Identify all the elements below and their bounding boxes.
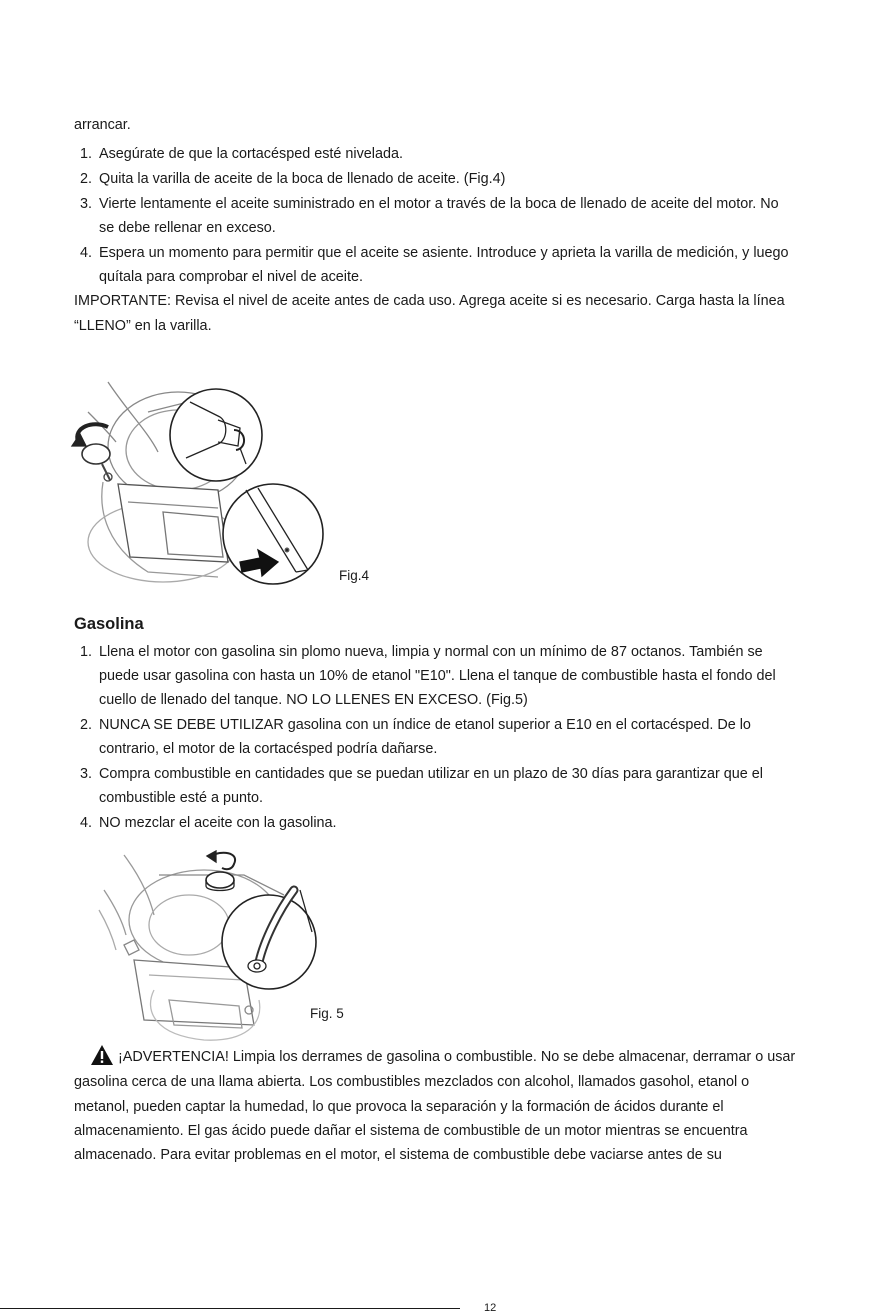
warning-triangle-icon [90,1044,114,1066]
warning-text: metanol, pueden captar la humedad, lo que provoca la separación y la formación de ácidos durante el [74,1099,724,1115]
step-text: Quita la varilla de aceite de la boca de llenado de aceite. (Fig.4) [99,171,506,187]
warning-text: gasolina cerca de una llama abierta. Los combustibles mezclados con alcohol, llamados gasohol, etanol o [74,1074,750,1090]
warning-text: almacenado. Para evitar problemas en el motor, el sistema de combustible debe vaciarse antes de su [74,1147,722,1163]
page-number: 12 [484,1302,497,1312]
intro-tail-text: arrancar. [74,117,131,133]
important-note: IMPORTANTE: Revisa el nivel de aceite antes de cada uso. Agrega aceite si es necesario. Carga hasta la línea [74,293,785,309]
fig5-fuel-fill-illustration [94,850,326,1045]
fig4-oil-dipstick-illustration [68,372,330,586]
footer-rule [0,1308,460,1309]
step-text: Espera un momento para permitir que el aceite se asiente. Introduce y aprieta la varilla de medición, y luego [99,245,789,261]
step-text: Compra combustible en cantidades que se puedan utilizar en un plazo de 30 días para garantizar que el [99,766,764,782]
step-text: Llena el motor con gasolina sin plomo nueva, limpia y normal con un mínimo de 87 octanos. También se [99,644,763,660]
gasoline-heading: Gasolina [74,615,144,633]
fig5-caption: Fig. 5 [310,1006,344,1021]
step-number: 2. [80,171,93,187]
fig4-caption: Fig.4 [339,568,370,583]
step-text: Vierte lentamente el aceite suministrado en el motor a través de la boca de llenado de aceite del motor. No [99,196,779,212]
step-number: 3. [80,196,93,212]
step-text: cuello de llenado del tanque. NO LO LLENES EN EXCESO. (Fig.5) [99,692,528,708]
step-text: se debe rellenar en exceso. [99,220,276,236]
step-text: Asegúrate de que la cortacésped esté nivelada. [99,146,404,162]
step-number: 4. [80,245,93,261]
warning-text: almacenamiento. El gas ácido puede dañar el sistema de combustible de un motor mientras se encuentra [74,1123,748,1139]
important-note: “LLENO” en la varilla. [74,318,212,334]
step-number: 2. [80,717,93,733]
warning-text: ¡ADVERTENCIA! Limpia los derrames de gasolina o combustible. No se debe almacenar, derramar o usar [118,1049,796,1065]
step-number: 1. [80,146,93,162]
step-number: 3. [80,766,93,782]
step-text: NUNCA SE DEBE UTILIZAR gasolina con un índice de etanol superior a E10 en el cortacésped. De lo [99,717,751,733]
step-text: puede usar gasolina con hasta un 10% de etanol "E10". Llena el tanque de combustible hasta el fondo del [99,668,776,684]
step-text: contrario, el motor de la cortacésped podría dañarse. [99,741,438,757]
step-text: quítala para comprobar el nivel de aceite. [99,269,363,285]
step-text: combustible esté a punto. [99,790,263,806]
step-text: NO mezclar el aceite con la gasolina. [99,815,337,831]
step-number: 1. [80,644,93,660]
step-number: 4. [80,815,93,831]
